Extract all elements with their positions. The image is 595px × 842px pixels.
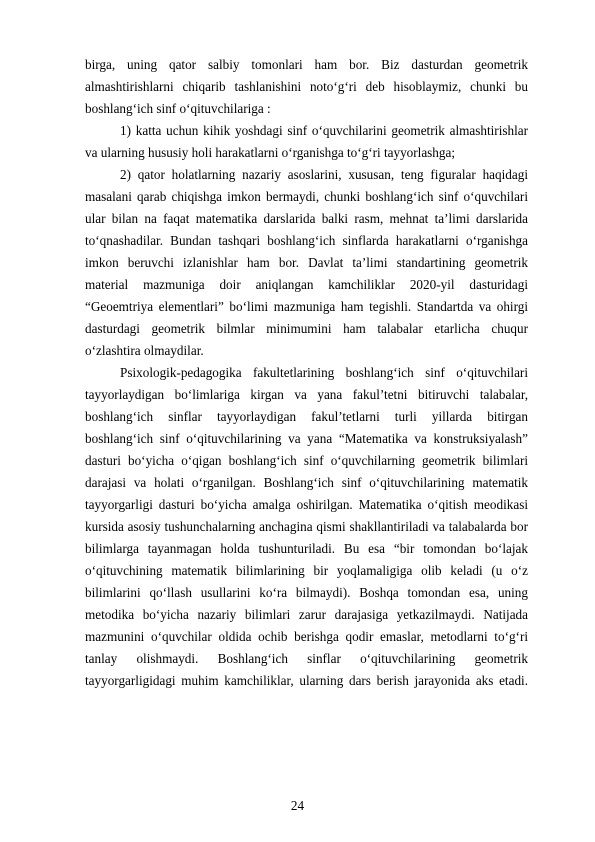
text-line: boshlang‘ich sinflar tayyorlaydigan fakul’tetlarni turli yillarda bitirgan bbox=[85, 409, 528, 424]
text-line: metodika bo‘yicha nazariy bilimlari zarur darajasiga yetkazilmaydi. Natijada bbox=[85, 607, 528, 622]
text-line: darajasi va holati o‘rganilgan. Boshlang‘ich sinf o‘qituvchilarining matematik bbox=[85, 475, 528, 490]
text-line: birga, uning qator salbiy tomonlari ham bor. Biz dasturdan geometrik bbox=[85, 57, 528, 72]
text-line: kursida asosiy tushunchalarning anchagina qismi shakllantiriladi va talabalarda bor bbox=[85, 519, 528, 534]
text-line: bilimlarini qo‘llash usullarini ko‘ra bilmaydi). Boshqa tomondan esa, uning bbox=[85, 585, 528, 600]
text-line: “Geoemtriya elementlari” bo‘limi mazmuniga ham tegishli. Standartda va ohirgi bbox=[85, 299, 528, 314]
text-line: 1) katta uchun kihik yoshdagi sinf o‘quvchilarini geometrik almashtirishlar bbox=[120, 123, 528, 138]
text-line: boshlang‘ich sinf o‘qituvchilariga : bbox=[85, 101, 271, 116]
text-line: ular bilan na faqat matematika darslarida balki rasm, mehnat ta’limi darslarida bbox=[85, 211, 528, 226]
text-line: o‘qituvchining matematik bilimlarining bir yoqlamaligiga olib keladi (u o‘z bbox=[85, 563, 528, 578]
text-line: masalani qarab chiqishga imkon bermaydi, chunki boshlang‘ich sinf o‘quvchilari bbox=[85, 189, 528, 204]
text-line: dasturdagi geometrik bilmlar minimumini ham talabalar etarlicha chuqur bbox=[85, 321, 528, 336]
text-line: dasturi bo‘yicha o‘qigan boshlang‘ich sinf o‘quvchilarning geometrik bilimlari bbox=[85, 453, 528, 468]
text-line: va ularning hususiy holi harakatlarni o‘rganishga to‘g‘ri tayyorlashga; bbox=[85, 145, 456, 160]
text-line: o‘zlashtira olmaydilar. bbox=[85, 343, 204, 358]
document-page bbox=[85, 54, 528, 692]
text-line: boshlang‘ich sinf o‘qituvchilarining va yana “Matematika va konstruksiyalash” bbox=[85, 431, 528, 446]
text-line: tayyorgarligidagi muhim kamchiliklar, ularning dars berish jarayonida aks etadi. bbox=[85, 673, 528, 688]
text-line: to‘qnashadilar. Bundan tashqari boshlang‘ich sinflarda harakatlarni o‘rganishga bbox=[85, 233, 528, 248]
text-line: 2) qator holatlarning nazariy asoslarini, xususan, teng figuralar haqidagi bbox=[120, 167, 528, 182]
text-line: bilimlarga tayanmagan holda tushunturiladi. Bu esa “bir tomondan bo‘lajak bbox=[85, 541, 528, 556]
text-line: tayyorlaydigan bo‘limlariga kirgan va yana fakul’tetni bitiruvchi talabalar, bbox=[85, 387, 528, 402]
text-line: tanlay olishmaydi. Boshlang‘ich sinflar o‘qituvchilarining geometrik bbox=[85, 651, 528, 666]
text-line: material mazmuniga doir aniqlangan kamchiliklar 2020-yil dasturidagi bbox=[85, 277, 528, 292]
text-line: tayyorgarligi dasturi bo‘yicha amalga oshirilgan. Matematika o‘qitish meodikasi bbox=[85, 497, 528, 512]
text-line: Psixologik-pedagogika fakultetlarining boshlang‘ich sinf o‘qituvchilari bbox=[120, 365, 528, 380]
text-line: mazmunini o‘quvchilar oldida ochib berishga qodir emaslar, metodlarni to‘g‘ri bbox=[85, 629, 528, 644]
text-line: almashtirishlarni chiqarib tashlanishini noto‘g‘ri deb hisoblaymiz, chunki bu bbox=[85, 79, 528, 94]
page-number: 24 bbox=[290, 798, 305, 813]
text-line: imkon beruvchi izlanishlar ham bor. Davlat ta’limi standartining geometrik bbox=[85, 255, 528, 270]
